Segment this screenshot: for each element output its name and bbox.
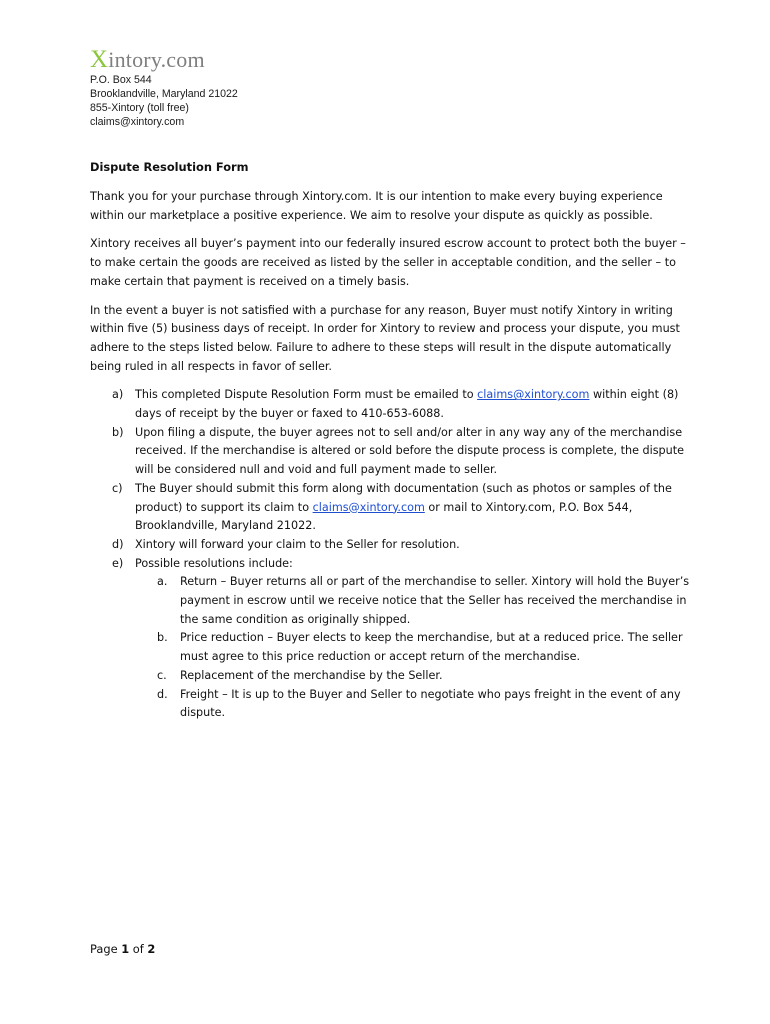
list-item-step-e [90,555,690,723]
list-marker: e) [112,556,124,570]
sub-item-text: Freight – It is up to the Buyer and Seller to negotiate who pays freight in the event of any dispute. [180,687,681,720]
address-city-state: Brooklandville, Maryland 21022 [90,88,238,100]
sub-marker: b. [157,631,168,645]
sub-item-text: Replacement of the merchandise by the Seller. [180,668,443,682]
company-address [90,73,238,129]
step-a-text: This completed Dispute Resolution Form must be emailed to [135,388,478,402]
list-item-step-d [90,536,690,555]
step-c-text-end: or mail to Xintory.com, P.O. Box 544, Brooklandville, Maryland 21022. [135,500,633,533]
step-c-text: The Buyer should submit this form along with documentation (such as photos or samples of the product) to support its claim to [135,481,672,514]
list-item-step-c [90,480,690,536]
list-marker: a) [112,388,124,402]
total-pages: 2 [147,942,156,956]
page-title: Dispute Resolution Form [90,160,249,174]
sub-marker: a. [157,575,168,589]
sub-marker: d. [157,687,168,701]
intro-paragraph: Thank you for your purchase through Xintory.com. It is our intention to make every buying experience within our marketplace a positive experience. We aim to resolve your dispute as quickly as possible. [90,190,663,222]
list-item-step-b [90,424,690,480]
sub-item-text: Return – Buyer returns all or part of the merchandise to seller. Xintory will hold the Buyer’s payment in escrow until we receive notice that the Seller has received the merchandise in the same condition as originally shipped. [180,575,690,626]
xintory-logo [90,46,205,74]
address-po-box: P.O. Box 544 [90,74,152,86]
form-body [90,158,690,723]
list-marker: c) [112,481,123,495]
sub-item-price-reduction [135,629,690,666]
page-label: Page [90,942,118,956]
sub-item-replacement [135,667,690,686]
of-label: of [132,942,144,956]
page-number [90,942,155,956]
sub-item-return [135,573,690,629]
step-a-text-end: within eight (8) days of receipt by the buyer or faxed to 410-653-6088. [135,388,679,421]
list-marker: d) [112,537,124,551]
sub-item-text: Price reduction – Buyer elects to keep the merchandise, but at a reduced price. The seller must agree to this price reduction or accept return of the merchandise. [180,631,683,664]
resolutions-sublist [135,573,690,723]
address-email: claims@xintory.com [90,116,185,128]
sub-item-freight [135,686,690,723]
list-item-step-a [90,386,690,423]
address-phone: 855-Xintory (toll free) [90,102,189,114]
sub-marker: c. [157,668,167,682]
step-b-text: Upon filing a dispute, the buyer agrees not to sell and/or alter in any way any of the merchandise received. If the merchandise is altered or sold before the dispute process is complete, the dispute will be considered null and void and full payment made to seller. [135,425,685,477]
dispute-steps-list [90,386,690,723]
notice-paragraph: In the event a buyer is not satisfied with a purchase for any reason, Buyer must notify Xintory in writing within five (5) business days of receipt. In order for Xintory to review and process your dispute, you must adhere to the steps listed below. Failure to adhere to these steps will result in the dispute automatically being ruled in all respects in favor of seller. [90,303,680,373]
step-e-text: Possible resolutions include: [135,556,293,570]
current-page: 1 [121,942,130,956]
claims-email-link-2[interactable]: claims@xintory.com [312,500,425,514]
logo-text: intory.com [108,47,205,72]
list-marker: b) [112,425,124,439]
step-d-text: Xintory will forward your claim to the Seller for resolution. [135,537,460,551]
claims-email-link[interactable]: claims@xintory.com [477,388,590,402]
escrow-paragraph: Xintory receives all buyer’s payment into our federally insured escrow account to protect both the buyer – to make certain the goods are received as listed by the seller in acceptable condition, and the seller – to make certain that payment is received on a timely basis. [90,237,686,288]
logo-initial: X [90,46,109,73]
